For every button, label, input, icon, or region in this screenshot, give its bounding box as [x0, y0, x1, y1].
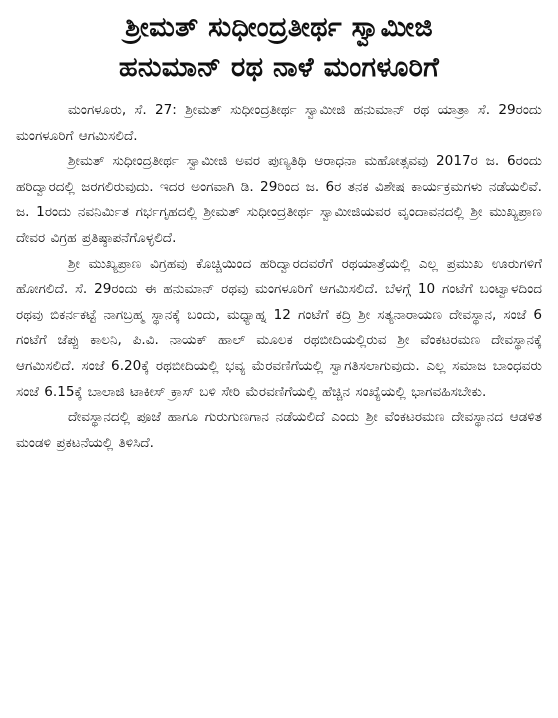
headline [16, 8, 542, 88]
paragraph-3: ಶ್ರೀ ಮುಖ್ಯಪ್ರಾಣ ವಿಗ್ರಹವು ಕೊಚ್ಚಿಯಿಂದ ಹರಿದ್ವಾರದವರೆಗೆ ರಥಯಾತ್ರೆಯಲ್ಲಿ ಎಲ್ಲ ಪ್ರಮುಖ ಊರುಗಳಿಗೆ ಹೋಗಲಿದೆ. ಸೆ. 29ರಂದು ಈ ಹನುಮಾನ್ ರಥವು ಮಂಗಳೂರಿಗೆ ಆಗಮಿಸಲಿದೆ. ಬೆಳಗ್ಗೆ 10 ಗಂಟೆಗೆ ಬಂಟ್ವಾಳದಿಂದ ರಥವು ಬಿಕರ್ನಕಟ್ಟೆ ನಾಗಬ್ರಹ್ಮ ಸ್ಥಾನಕ್ಕೆ ಬಂದು, ಮಧ್ಯಾಹ್ನ 12 ಗಂಟೆಗೆ ಕದ್ರಿ ಶ್ರೀ ಸತ್ಯನಾರಾಯಣ ದೇವಸ್ಥಾನ, ಸಂಜೆ 6 ಗಂಟೆಗೆ ಜೆಪ್ಪು ಕಾಲನಿ, ಪಿ.ವಿ. ನಾಯಕ್ ಹಾಲ್ ಮೂಲಕ ರಥಬೀದಿಯಲ್ಲಿರುವ ಶ್ರೀ ವೆಂಕಟರಮಣ ದೇವಸ್ಥಾನಕ್ಕೆ ಆಗಮಿಸಲಿದೆ. ಸಂಜೆ 6.20ಕ್ಕೆ ರಥಬೀದಿಯಲ್ಲಿ ಭವ್ಯ ಮೆರವಣಿಗೆಯಲ್ಲಿ ಸ್ವಾಗತಿಸಲಾಗುವುದು. ಎಲ್ಲ ಸಮಾಜ ಬಾಂಧವರು ಸಂಜೆ 6.15ಕ್ಕೆ ಬಾಲಾಜಿ ಟಾಕೀಸ್ ಕ್ರಾಸ್ ಬಳಿ ಸೇರಿ ಮೆರವಣಿಗೆಯಲ್ಲಿ ಹೆಚ್ಚಿನ ಸಂಖ್ಯೆಯಲ್ಲಿ ಭಾಗವಹಿಸಬೇಕು. [16, 255, 542, 400]
headline-line-2: ಹನುಮಾನ್ ರಥ ನಾಳೆ ಮಂಗಳೂರಿಗೆ [118, 52, 440, 83]
paragraph-4: ದೇವಸ್ಥಾನದಲ್ಲಿ ಪೂಜೆ ಹಾಗೂ ಗುರುಗುಣಗಾನ ನಡೆಯಲಿದೆ ಎಂದು ಶ್ರೀ ವೆಂಕಟರಮಣ ದೇವಸ್ಥಾನದ ಆಡಳಿತ ಮಂಡಳಿ ಪ್ರಕಟನೆಯಲ್ಲಿ ತಿಳಿಸಿದೆ. [16, 409, 542, 451]
paragraph-1: ಮಂಗಳೂರು, ಸೆ. 27: ಶ್ರೀಮತ್ ಸುಧೀಂದ್ರತೀರ್ಥ ಸ್ವಾಮೀಜಿ ಹನುಮಾನ್ ರಥ ಯಾತ್ರಾ ಸೆ. 29ರಂದು ಮಂಗಳೂರಿಗೆ ಆಗಮಿಸಲಿದೆ. [16, 102, 542, 144]
article-body [16, 98, 542, 456]
paragraph-2: ಶ್ರೀಮತ್ ಸುಧೀಂದ್ರತೀರ್ಥ ಸ್ವಾಮೀಜಿ ಅವರ ಪುಣ್ಯತಿಥಿ ಆರಾಧನಾ ಮಹೋತ್ಸವವು 2017ರ ಜ. 6ರಂದು ಹರಿದ್ವಾರದಲ್ಲಿ ಜರಗಲಿರುವುದು. ಇದರ ಅಂಗವಾಗಿ ಡಿ. 29ರಿಂದ ಜ. 6ರ ತನಕ ವಿಶೇಷ ಕಾರ್ಯಕ್ರಮಗಳು ನಡೆಯಲಿವೆ. ಜ. 1ರಂದು ನವನಿರ್ಮಿತ ಗರ್ಭಗೃಹದಲ್ಲಿ ಶ್ರೀಮತ್ ಸುಧೀಂದ್ರತೀರ್ಥ ಸ್ವಾಮೀಜಿಯವರ ವೃಂದಾವನದಲ್ಲಿ ಶ್ರೀ ಮುಖ್ಯಪ್ರಾಣ ದೇವರ ವಿಗ್ರಹ ಪ್ರತಿಷ್ಠಾಪನೆಗೊಳ್ಳಲಿದೆ. [16, 153, 542, 246]
headline-line-1: ಶ್ರೀಮತ್ ಸುಧೀಂದ್ರತೀರ್ಥ ಸ್ವಾಮೀಜಿ [125, 12, 433, 43]
